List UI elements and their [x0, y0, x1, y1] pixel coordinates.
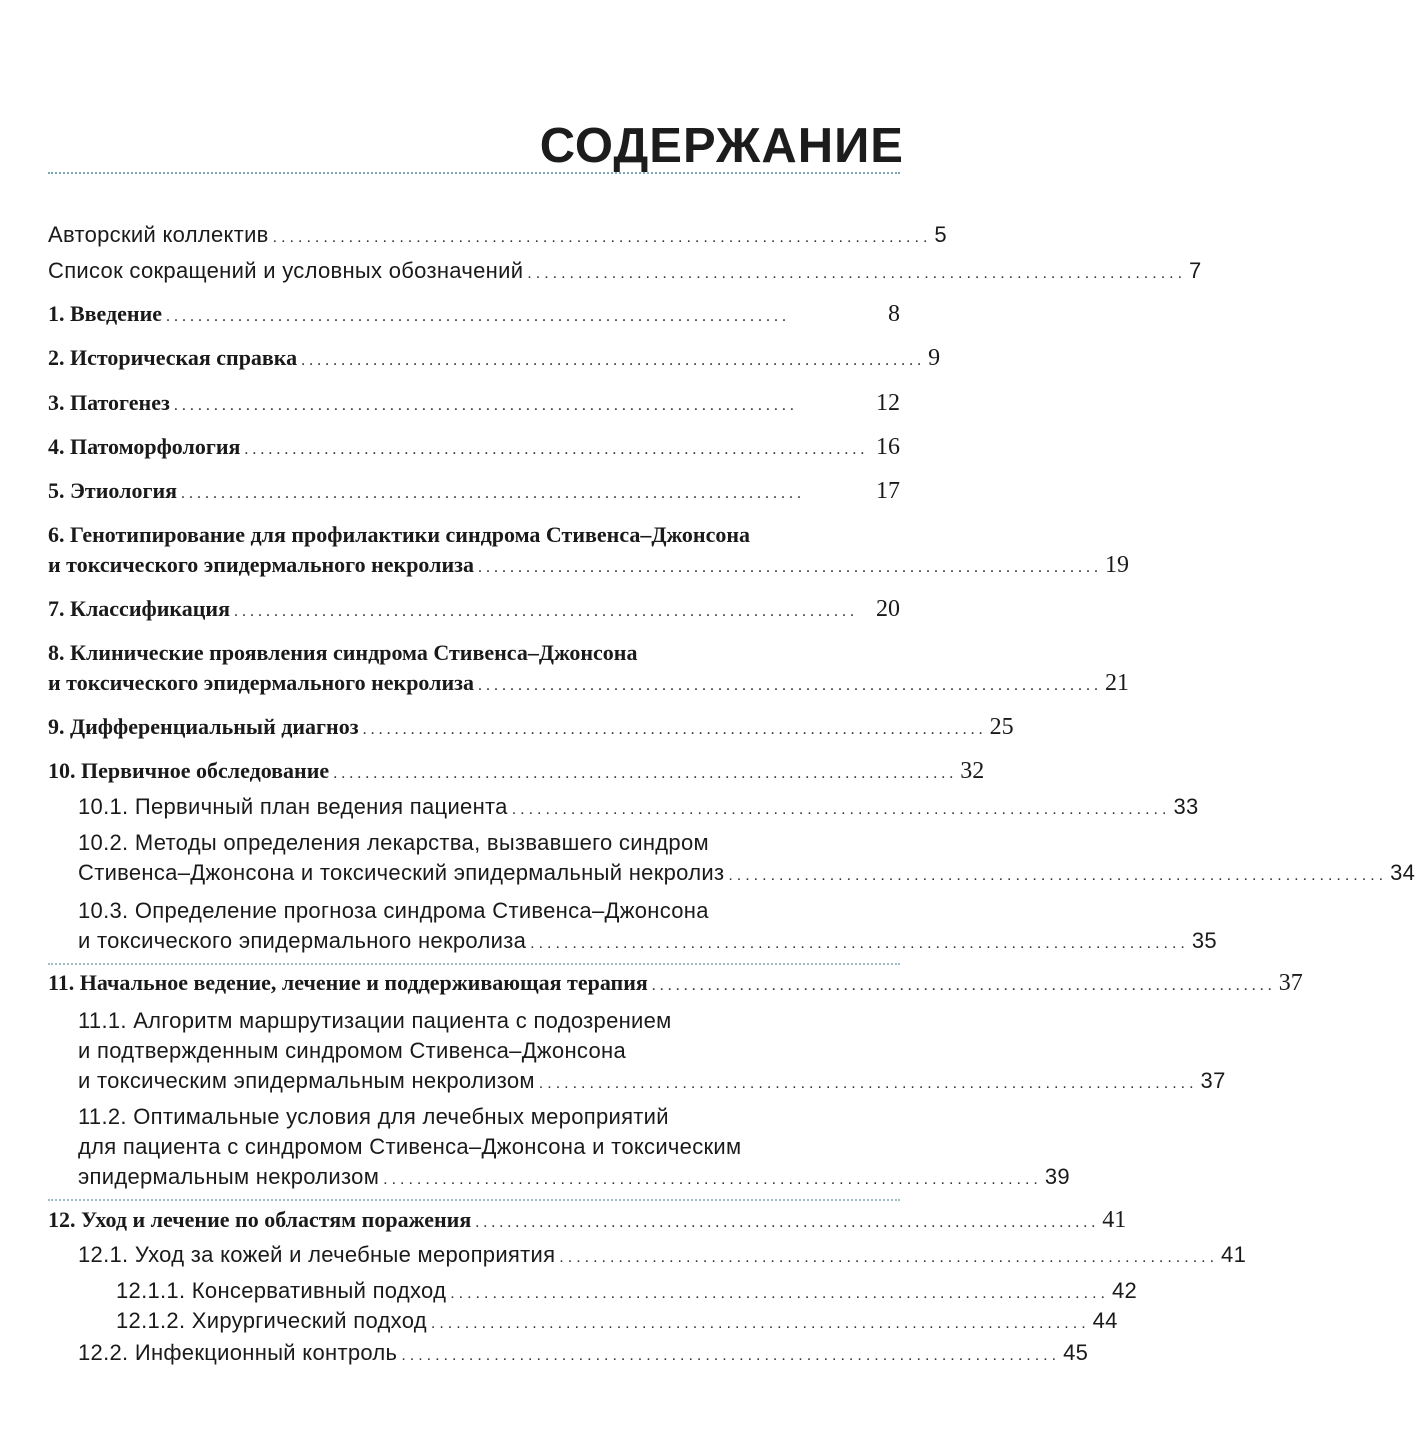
toc-entry-text: 10.1. Первичный план ведения пациента: [78, 794, 508, 819]
dot-leader: ..............................................................................: [181, 485, 806, 502]
toc-entry-section-6-line1[interactable]: 6. Генотипирование для профилактики синдрома Стивенса–Джонсона: [48, 522, 751, 547]
section-divider: [48, 1199, 900, 1201]
toc-entry-text: эпидермальным некролизом: [78, 1164, 380, 1189]
toc-entry-section-11-1[interactable]: [78, 1066, 1226, 1096]
toc-entry-section-12[interactable]: [48, 1205, 1127, 1235]
dot-leader: ..............................................................................: [383, 1171, 1042, 1188]
dot-leader: ..............................................................................: [430, 1315, 1090, 1332]
dot-leader: ..............................................................................: [530, 935, 1189, 952]
dot-leader: ..............................................................................: [301, 352, 926, 369]
toc-entry-section-11-2[interactable]: [78, 1162, 1070, 1192]
dot-leader: ..............................................................................: [401, 1347, 1061, 1364]
toc-entry-section-10-2[interactable]: [78, 858, 1415, 888]
toc-entry-section-9[interactable]: [48, 712, 1014, 742]
dot-leader: ..............................................................................: [244, 441, 869, 458]
toc-page-number: 39: [1044, 1164, 1070, 1189]
title-underline: [48, 172, 900, 174]
toc-entry-text: 1. Введение: [48, 301, 163, 326]
section-divider: [48, 963, 900, 965]
toc-entry-section-11-1-line1[interactable]: 11.1. Алгоритм маршрутизации пациента с подозрением: [78, 1008, 672, 1033]
toc-entry-text: Стивенса–Джонсона и токсический эпидермальный некролиз: [78, 860, 725, 885]
toc-page-number: 34: [1390, 860, 1415, 885]
dot-leader: ..............................................................................: [166, 308, 791, 325]
toc-entry-text: 12.1.1. Консервативный подход: [116, 1278, 447, 1303]
toc-page-number: 32: [960, 758, 985, 784]
toc-page-number: 41: [1221, 1242, 1247, 1267]
toc-page-number: 20: [876, 596, 900, 622]
toc-entry-section-3[interactable]: [48, 388, 900, 418]
toc-entry-text: 5. Этиология: [48, 478, 178, 503]
toc-entry-text: 11. Начальное ведение, лечение и поддерживающая терапия: [48, 970, 648, 995]
toc-entry-text: Авторский коллектив: [48, 222, 269, 247]
toc-entry-text: Список сокращений и условных обозначений: [48, 258, 524, 283]
toc-page-number: 33: [1173, 794, 1199, 819]
toc-entry-text: 12.1.2. Хирургический подход: [116, 1308, 427, 1333]
toc-page-number: 9: [928, 345, 941, 371]
toc-page-number: 16: [876, 434, 900, 460]
dot-leader: ..............................................................................: [511, 801, 1171, 818]
toc-entry-section-12-1[interactable]: [78, 1240, 1247, 1270]
toc-entry-text: 4. Патоморфология: [48, 434, 241, 459]
toc-entry-section-11-2-line2[interactable]: для пациента с синдромом Стивенса–Джонсона и токсическим: [78, 1134, 742, 1159]
toc-entry-section-11[interactable]: [48, 968, 1303, 998]
toc-page-number: 19: [1105, 552, 1129, 578]
dot-leader: ..............................................................................: [475, 1214, 1100, 1231]
toc-entry-abbreviations[interactable]: [48, 256, 1202, 286]
toc-entry-section-5[interactable]: [48, 476, 900, 506]
dot-leader: ..............................................................................: [478, 677, 1102, 694]
toc-page-number: 45: [1063, 1340, 1089, 1365]
toc-entry-section-7[interactable]: [48, 594, 900, 624]
toc-entry-text: 12.1. Уход за кожей и лечебные мероприятия: [78, 1242, 556, 1267]
toc-entry-section-11-1-line2[interactable]: и подтвержденным синдромом Стивенса–Джонсона: [78, 1038, 626, 1063]
toc-entry-text: 12.2. Инфекционный контроль: [78, 1340, 398, 1365]
dot-leader: ..............................................................................: [272, 229, 932, 246]
toc-entry-section-10[interactable]: [48, 756, 985, 786]
toc-entry-text: 12. Уход и лечение по областям поражения: [48, 1207, 472, 1232]
toc-entry-text: 3. Патогенез: [48, 390, 170, 415]
dot-leader: ..............................................................................: [478, 559, 1102, 576]
toc-entry-text: и токсического эпидермального некролиза: [48, 552, 474, 577]
toc-page-number: 37: [1200, 1068, 1226, 1093]
dot-leader: ..............................................................................: [559, 1249, 1219, 1266]
toc-entry-section-10-2-line1[interactable]: 10.2. Методы определения лекарства, вызвавшего синдром: [78, 830, 709, 855]
toc-page-number: 41: [1102, 1207, 1127, 1233]
toc-page-number: 12: [876, 390, 900, 416]
page-title: СОДЕРЖАНИЕ: [539, 119, 904, 173]
toc-entry-section-1[interactable]: [48, 299, 900, 329]
toc-page-number: 8: [888, 301, 900, 327]
toc-entry-section-2[interactable]: [48, 343, 941, 373]
toc-page-number: 44: [1092, 1308, 1118, 1333]
toc-page-number: 35: [1191, 928, 1217, 953]
toc-entry-section-8-line1[interactable]: 8. Клинические проявления синдрома Стивенса–Джонсона: [48, 640, 638, 665]
dot-leader: ..............................................................................: [333, 765, 958, 782]
toc-entry-section-10-3-line1[interactable]: 10.3. Определение прогноза синдрома Стивенса–Джонсона: [78, 898, 709, 923]
toc-entry-section-11-2-line1[interactable]: 11.2. Оптимальные условия для лечебных мероприятий: [78, 1104, 669, 1129]
toc-entry-text: и токсического эпидермального некролиза: [48, 670, 474, 695]
toc-entry-text: и токсического эпидермального некролиза: [78, 928, 527, 953]
toc-entry-text: и токсическим эпидермальным некролизом: [78, 1068, 535, 1093]
toc-entry-authors[interactable]: [48, 220, 947, 250]
toc-page-number: 7: [1189, 258, 1202, 283]
dot-leader: ..............................................................................: [538, 1075, 1198, 1092]
dot-leader: ..............................................................................: [173, 397, 798, 414]
toc-entry-section-12-2[interactable]: [78, 1338, 1089, 1368]
toc-entry-section-10-1[interactable]: [78, 792, 1199, 822]
toc-entry-section-6[interactable]: [48, 550, 1129, 580]
toc-page-number: 37: [1278, 970, 1303, 996]
dot-leader: ..............................................................................: [728, 867, 1388, 884]
dot-leader: ..............................................................................: [527, 265, 1187, 282]
toc-entry-text: 2. Историческая справка: [48, 345, 298, 370]
toc-entry-section-8[interactable]: [48, 668, 1129, 698]
dot-leader: ..............................................................................: [362, 721, 987, 738]
toc-page-number: 5: [934, 222, 947, 247]
dot-leader: ..............................................................................: [651, 977, 1276, 994]
toc-page-number: 17: [876, 478, 900, 504]
toc-page-number: 25: [989, 714, 1014, 740]
toc-page-number: 21: [1105, 670, 1129, 696]
toc-entry-text: 7. Классификация: [48, 596, 230, 621]
toc-entry-section-10-3[interactable]: [78, 926, 1217, 956]
toc-entry-section-12-1-2[interactable]: [116, 1306, 1118, 1336]
toc-entry-section-4[interactable]: [48, 432, 900, 462]
toc-entry-text: 10. Первичное обследование: [48, 758, 330, 783]
dot-leader: ..............................................................................: [450, 1285, 1109, 1302]
toc-entry-section-12-1-1[interactable]: [116, 1276, 1138, 1306]
toc-page-number: 42: [1111, 1278, 1138, 1303]
dot-leader: ..............................................................................: [234, 603, 858, 620]
toc-entry-text: 9. Дифференциальный диагноз: [48, 714, 359, 739]
